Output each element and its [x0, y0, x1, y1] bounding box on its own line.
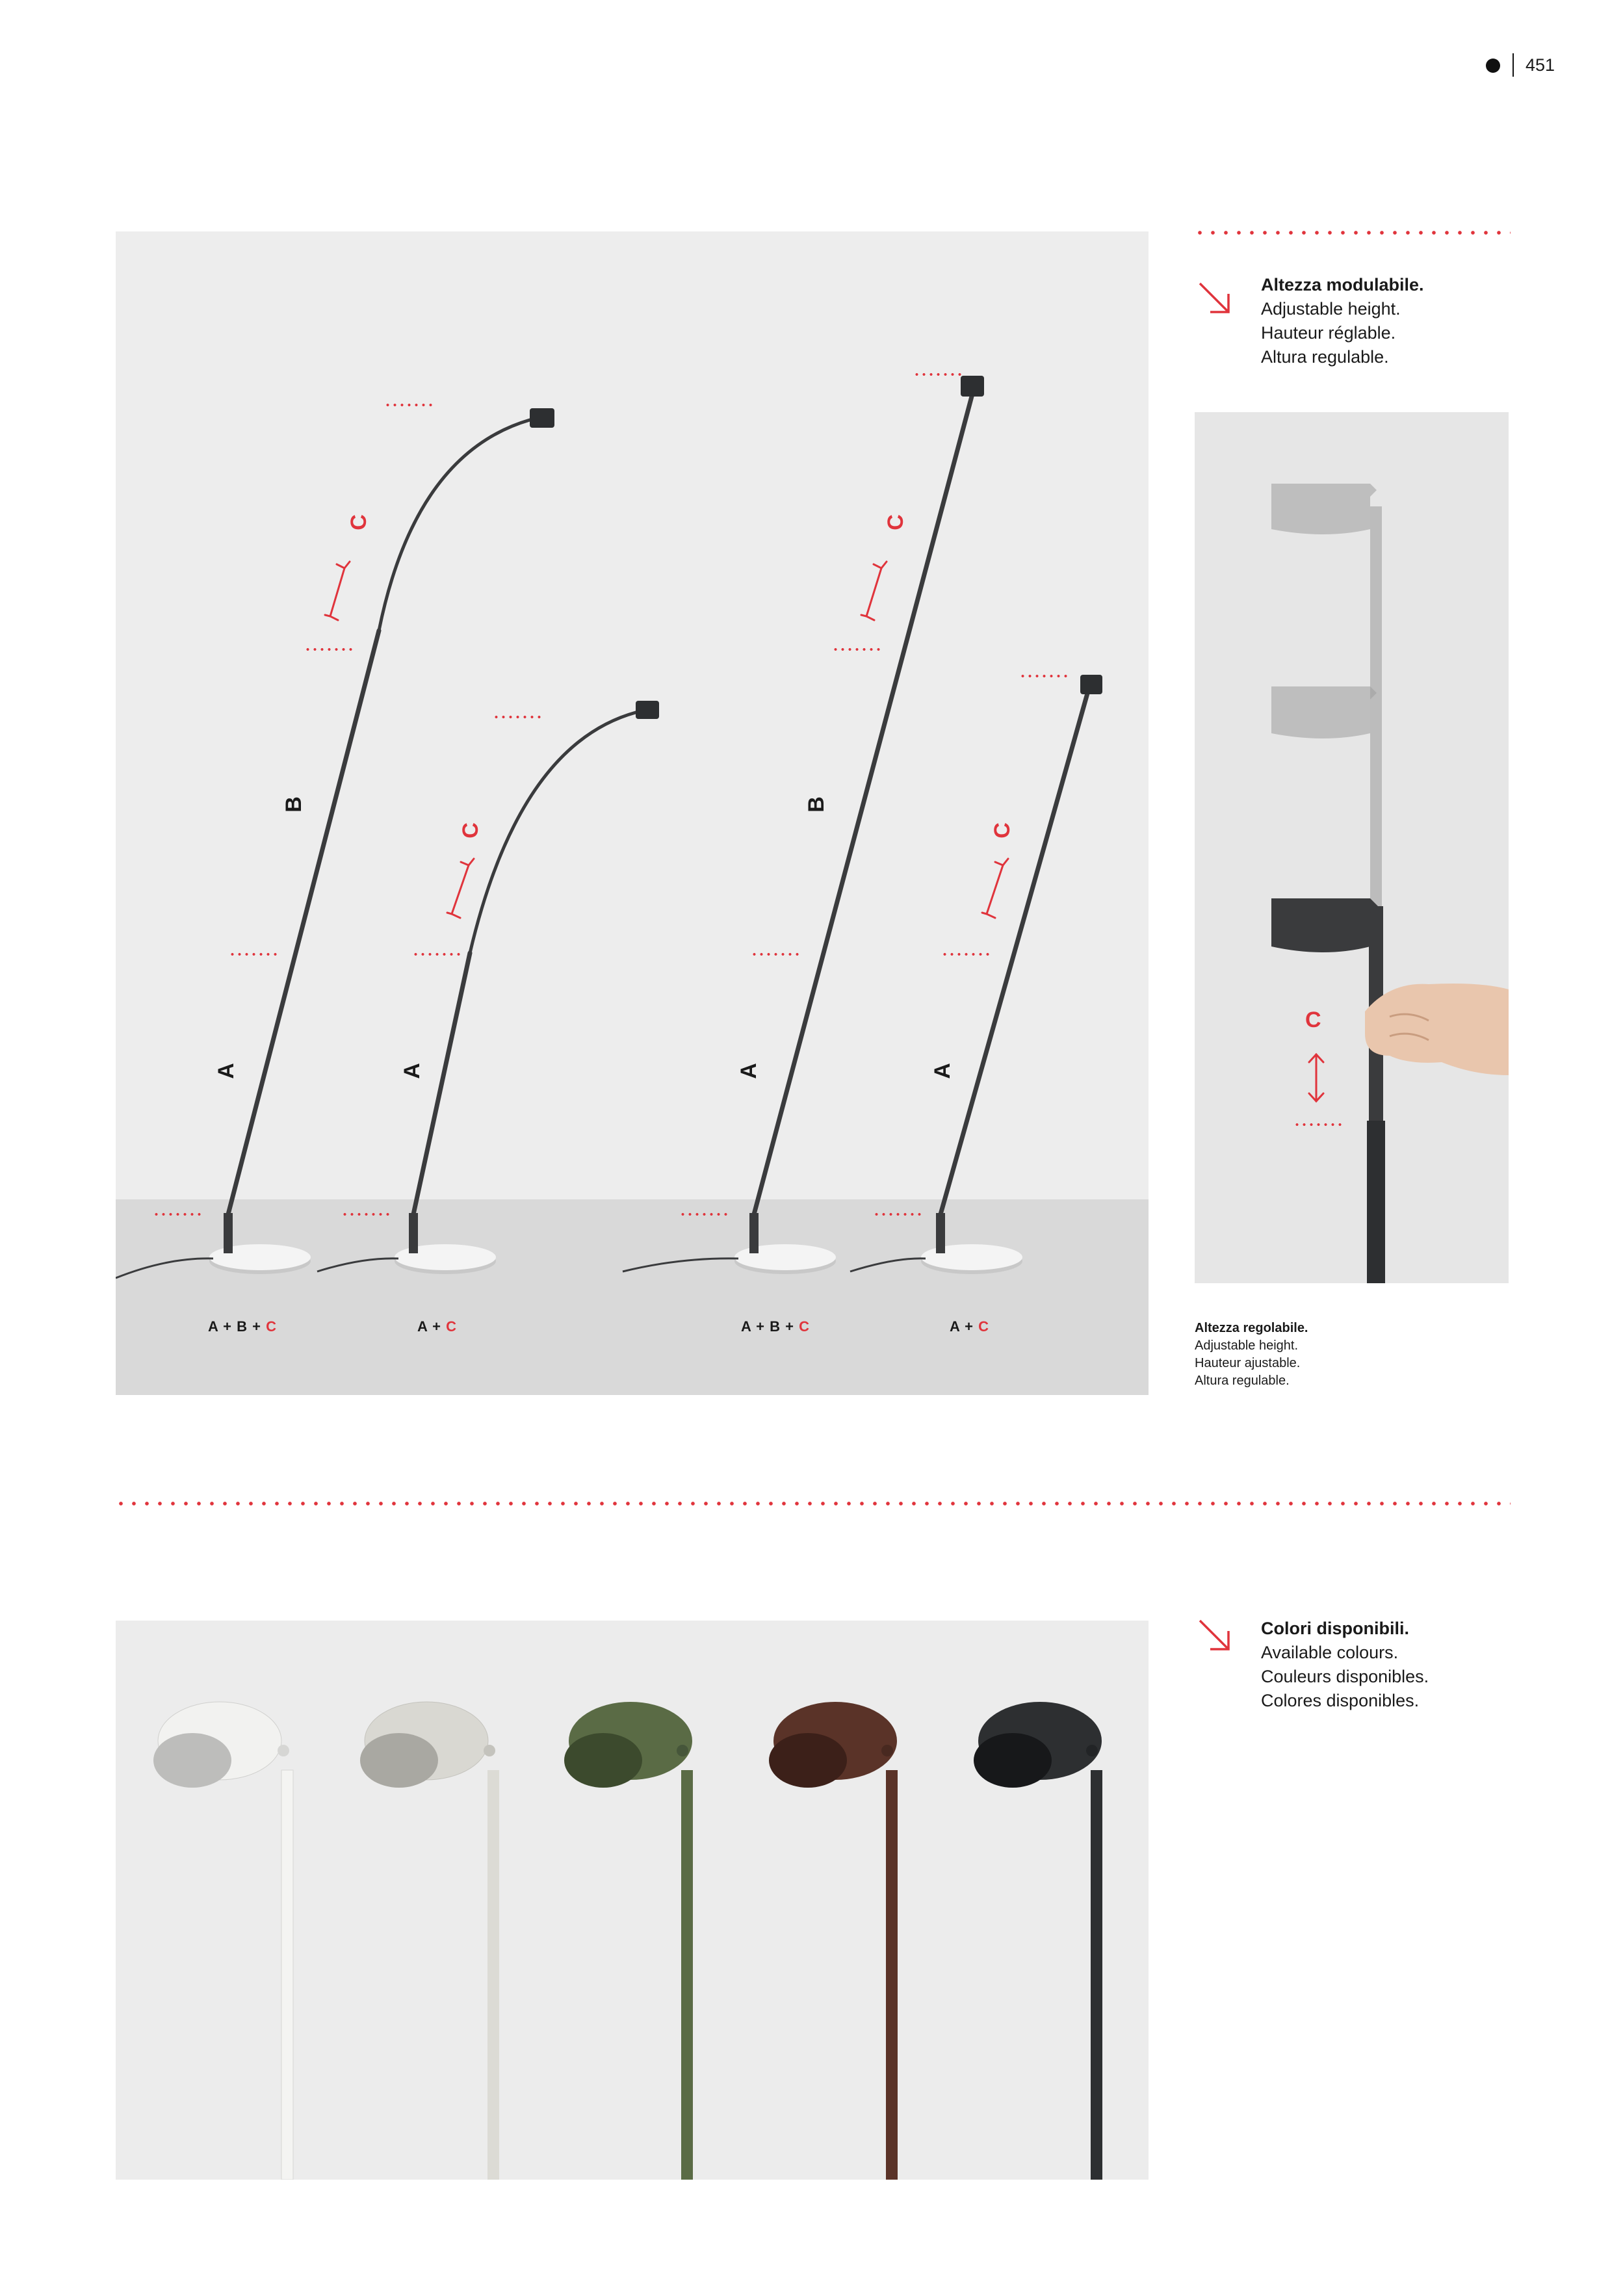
colours-caption: [1261, 1617, 1429, 1713]
label-a-2: A: [399, 1063, 424, 1079]
lamp-diagram: [116, 231, 1149, 1395]
colours-caption-line: Available colours.: [1261, 1643, 1399, 1662]
ghost-head-2: [1271, 686, 1377, 738]
dotted-rule-top-right: [1193, 231, 1511, 235]
mark-14: [873, 1213, 925, 1216]
lamp-4: [936, 675, 1102, 1253]
mark-1: [384, 404, 436, 406]
arrow-c-4: [982, 859, 1008, 918]
lamp-3: [749, 376, 984, 1253]
ghost-head-1: [1271, 484, 1377, 534]
arrow-down-right-icon: [1196, 1617, 1234, 1654]
formula-2: A + C: [417, 1318, 458, 1335]
mark-5: [493, 716, 545, 718]
lamp-swatch-white: [153, 1702, 293, 2180]
cable-1: [116, 1259, 213, 1278]
detail-caption-title: Altezza regolabile.: [1195, 1321, 1308, 1335]
label-c-3: C: [883, 514, 908, 530]
hand: [1365, 984, 1509, 1075]
lamp-swatch-brown: [769, 1702, 898, 2180]
mark-11: [679, 1213, 731, 1216]
cable-3: [623, 1259, 738, 1272]
height-caption-line: Hauteur réglable.: [1261, 323, 1396, 343]
label-a-3: A: [736, 1063, 761, 1079]
adjustment-illustration: [1195, 412, 1509, 1283]
arrow-c-detail: [1309, 1054, 1323, 1101]
mark-10: [751, 953, 803, 956]
arrow-c-1: [325, 562, 350, 620]
mark-3: [229, 953, 281, 956]
label-c-4: C: [989, 822, 1015, 839]
lamp-swatch-light-grey: [360, 1702, 499, 2180]
header-bullet: [1486, 59, 1500, 73]
label-c-2: C: [458, 822, 483, 839]
mark-6: [412, 953, 464, 956]
dotted-rule-middle: [114, 1502, 1511, 1506]
mark-4: [153, 1213, 205, 1216]
lamp-2: [409, 701, 659, 1253]
arrow-down-right-icon: [1196, 280, 1234, 317]
mark-13: [941, 953, 993, 956]
detail-caption: [1195, 1320, 1308, 1390]
cable-2: [317, 1259, 398, 1272]
detail-caption-line: Altura regulable.: [1195, 1374, 1290, 1388]
height-diagram-panel: [116, 231, 1149, 1395]
page-number: 451: [1526, 55, 1555, 75]
detail-mark: [1293, 1123, 1345, 1126]
lamp-1: [224, 408, 554, 1253]
height-caption: [1261, 273, 1424, 369]
colours-caption-line: Colores disponibles.: [1261, 1691, 1420, 1710]
height-caption-line: Altura regulable.: [1261, 347, 1389, 367]
formula-4: A + C: [950, 1318, 990, 1335]
mark-2: [304, 648, 356, 651]
formula-3: A + B + C: [741, 1318, 810, 1335]
arrow-c-3: [861, 562, 887, 620]
lamp-head-active: [1271, 898, 1378, 952]
height-caption-line: Adjustable height.: [1261, 299, 1401, 319]
cable-4: [850, 1259, 926, 1272]
colours-photo: [116, 1621, 1149, 2180]
formula-1: A + B + C: [208, 1318, 277, 1335]
label-a-4: A: [929, 1063, 955, 1079]
lamp-swatch-green: [564, 1702, 693, 2180]
header-divider: [1513, 53, 1514, 77]
detail-label-c: C: [1305, 1008, 1321, 1032]
height-caption-title: Altezza modulabile.: [1261, 275, 1424, 294]
mark-12: [1019, 675, 1071, 677]
detail-caption-line: Hauteur ajustable.: [1195, 1356, 1301, 1370]
colours-caption-title: Colori disponibili.: [1261, 1619, 1409, 1638]
mark-9: [832, 648, 884, 651]
label-b-3: B: [803, 796, 829, 813]
label-c-1: C: [346, 514, 371, 530]
lamp-swatch-anthracite: [974, 1702, 1102, 2180]
detail-caption-line: Adjustable height.: [1195, 1338, 1299, 1353]
label-b-1: B: [281, 796, 306, 813]
label-a-1: A: [213, 1063, 239, 1079]
arrow-c-2: [447, 859, 474, 918]
colour-swatches: [116, 1621, 1149, 2180]
height-detail-photo: [1195, 412, 1509, 1283]
mark-7: [341, 1213, 393, 1216]
mark-8: [913, 373, 965, 376]
colours-caption-line: Couleurs disponibles.: [1261, 1667, 1429, 1686]
